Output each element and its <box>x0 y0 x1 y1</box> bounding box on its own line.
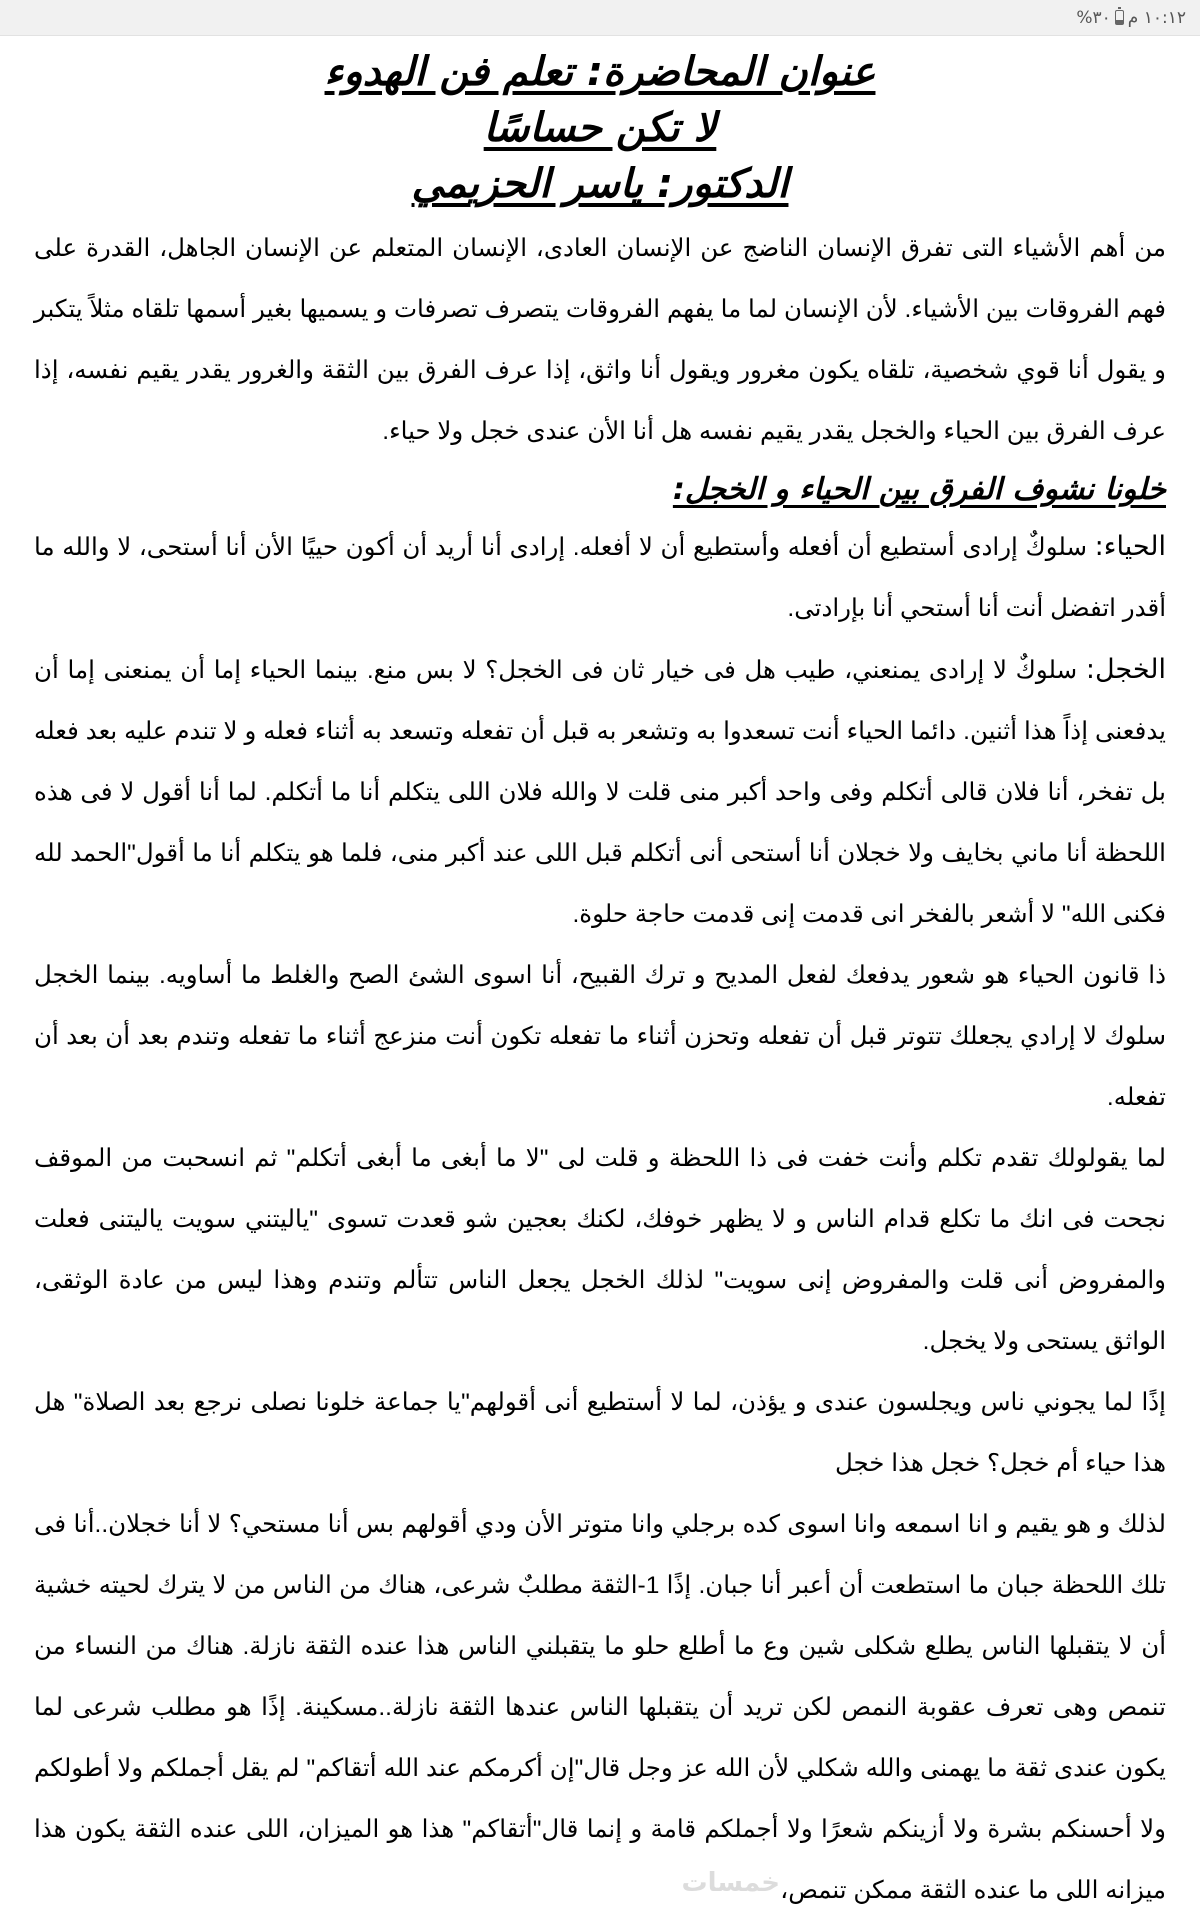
speaker-name: الدكتور: ياسر الحزيمي <box>411 161 789 207</box>
lecture-title: عنوان المحاضرة: تعلم فن الهدوء <box>324 49 876 95</box>
battery-level: ٣٠% <box>1076 7 1111 28</box>
prayer-paragraph: إذًا لما يجوني ناس ويجلسون عندى و يؤذن، لما لا أستطيع أنى أقولهم"يا جماعة خلونا نصلى نرجع بعد الصلاة" هل هذا حياء أم خجل؟ خجل هذا خجل <box>34 1389 1166 1477</box>
lecture-subtitle: لا تكن حساسًا <box>483 105 717 151</box>
law-paragraph: ذا قانون الحياء هو شعور يدفعك لفعل المديح و ترك القبيح، أنا اسوى الشئ الصح والغلط ما أساويه. بينما الخجل سلوك لا إرادي يجعلك تتوتر قبل أن تفعله وتحزن أثناء ما تفعله تكون أنت منزعج أثناء ما تفعله وتندم بعد أن بعد أن تفعله. <box>34 962 1166 1111</box>
watermark: خمسات <box>681 1868 780 1898</box>
haya-term: الحياء: <box>1094 531 1166 562</box>
khajal-text: سلوكٌ لا إرادى يمنعني، طيب هل فى خيار ثان فى الخجل؟ لا بس منع. بينما الحياء إما أن يمنعنى إما أن يدفعنى إذاً هذا أثنين. دائما الحياء أنت تسعدوا به وتشعر به قبل أن تفعله وتسعد به أثناء فعله و لا تندم عليه بعد فعله بل تفخر، أنا فلان قالى أتكلم وفى واحد أكبر منى قلت لا والله فلان اللى يتكلم أنا ما أتكلم. لما أنا أقول لا فى هذه اللحظة أنا ماني بخايف ولا خجلان أنا أستحى أنى أتكلم قبل اللى عند أكبر منى، فلما هو يتكلم أنا ما أقول"الحمد لله فكنى الله" لا أشعر بالفخر انى قدمت إنى قدمت حاجة حلوة. <box>34 657 1166 928</box>
haya-text: سلوكٌ إرادى أستطيع أن أفعله وأستطيع أن لا أفعله. إرادى أنا أريد أن أكون حييًا الأن أنا أستحى، لا والله ما أقدر اتفضل أنت أنا أستحي أنا بإرادتى. <box>34 534 1166 622</box>
section-heading: خلونا نشوف الفرق بين الحياء و الخجل: <box>672 472 1166 507</box>
khajal-paragraph <box>34 639 1166 945</box>
clock-time: ١٠:١٢ م <box>1127 7 1186 28</box>
status-bar <box>0 0 1200 36</box>
document-header <box>34 44 1166 212</box>
haya-paragraph <box>34 516 1166 639</box>
intro-paragraph: من أهم الأشياء التى تفرق الإنسان الناضج عن الإنسان العادى، الإنسان المتعلم عن الإنسان الجاهل، القدرة على فهم الفروقات بين الأشياء. لأن الإنسان لما ما يفهم الفروقات يتصرف تصرفات و يسميها بغير أسمها تلقاه مثلاً يتكبر و يقول أنا قوي شخصية، تلقاه يكون مغرور ويقول أنا واثق، إذا عرف الفرق بين الثقة والغرور يقدر يقيم نفسه، إذا عرف الفرق بين الحياء والخجل يقدر يقيم نفسه هل أنا الأن عندى خجل ولا حياء. <box>34 235 1166 445</box>
khajal-term: الخجل: <box>1085 654 1166 685</box>
confidence-paragraph: لذلك و هو يقيم و انا اسمعه وانا اسوى كده برجلي وانا متوتر الأن ودي أقولهم بس أنا مستحي؟ لا أنا خجلان..أنا فى تلك اللحظة جبان ما استطعت أن أعبر أنا جبان. إذًا 1-الثقة مطلبٌ شرعى، هناك من الناس من لا يترك لحيته خشية أن لا يتقبلها الناس يطلع شكلى شين وع ما أطلع حلو ما يتقبلني الناس هذا عنده الثقة نازلة. هناك من النساء من تنمص وهى تعرف عقوبة النمص لكن تريد أن يتقبلها الناس عندها الثقة نازلة..مسكينة. إذًا هو مطلب شرعى لما يكون عندى ثقة ما يهمنى والله شكلي لأن الله عز وجل قال"إن أكرمكم عند الله أتقاكم" لم يقل أجملكم ولا أطولكم ولا أحسنكم بشرة ولا أزينكم شعرًا ولا أجملكم قامة و إنما قال"أتقاكم" هذا هو الميزان، اللى عنده الثقة يكون هذا ميزانه اللى ما عنده الثقة ممكن تنمص، <box>34 1511 1166 1904</box>
story-paragraph: لما يقولولك تقدم تكلم وأنت خفت فى ذا اللحظة و قلت لى "لا ما أبغى ما أبغى أتكلم" ثم انسحبت من الموقف نجحت فى انك ما تكلع قدام الناس و لا يظهر خوفك، لكنك بعجين شو قعدت تسوى "ياليتني سويت ياليتنى فعلت والمفروض أنى قلت والمفروض إنى سويت" لذلك الخجل يجعل الناس تتألم وتندم وهذا ليس من عادة الوثقى، الواثق يستحى ولا يخجل. <box>34 1145 1166 1355</box>
battery-icon <box>1115 10 1124 25</box>
document-page <box>34 44 1166 1920</box>
